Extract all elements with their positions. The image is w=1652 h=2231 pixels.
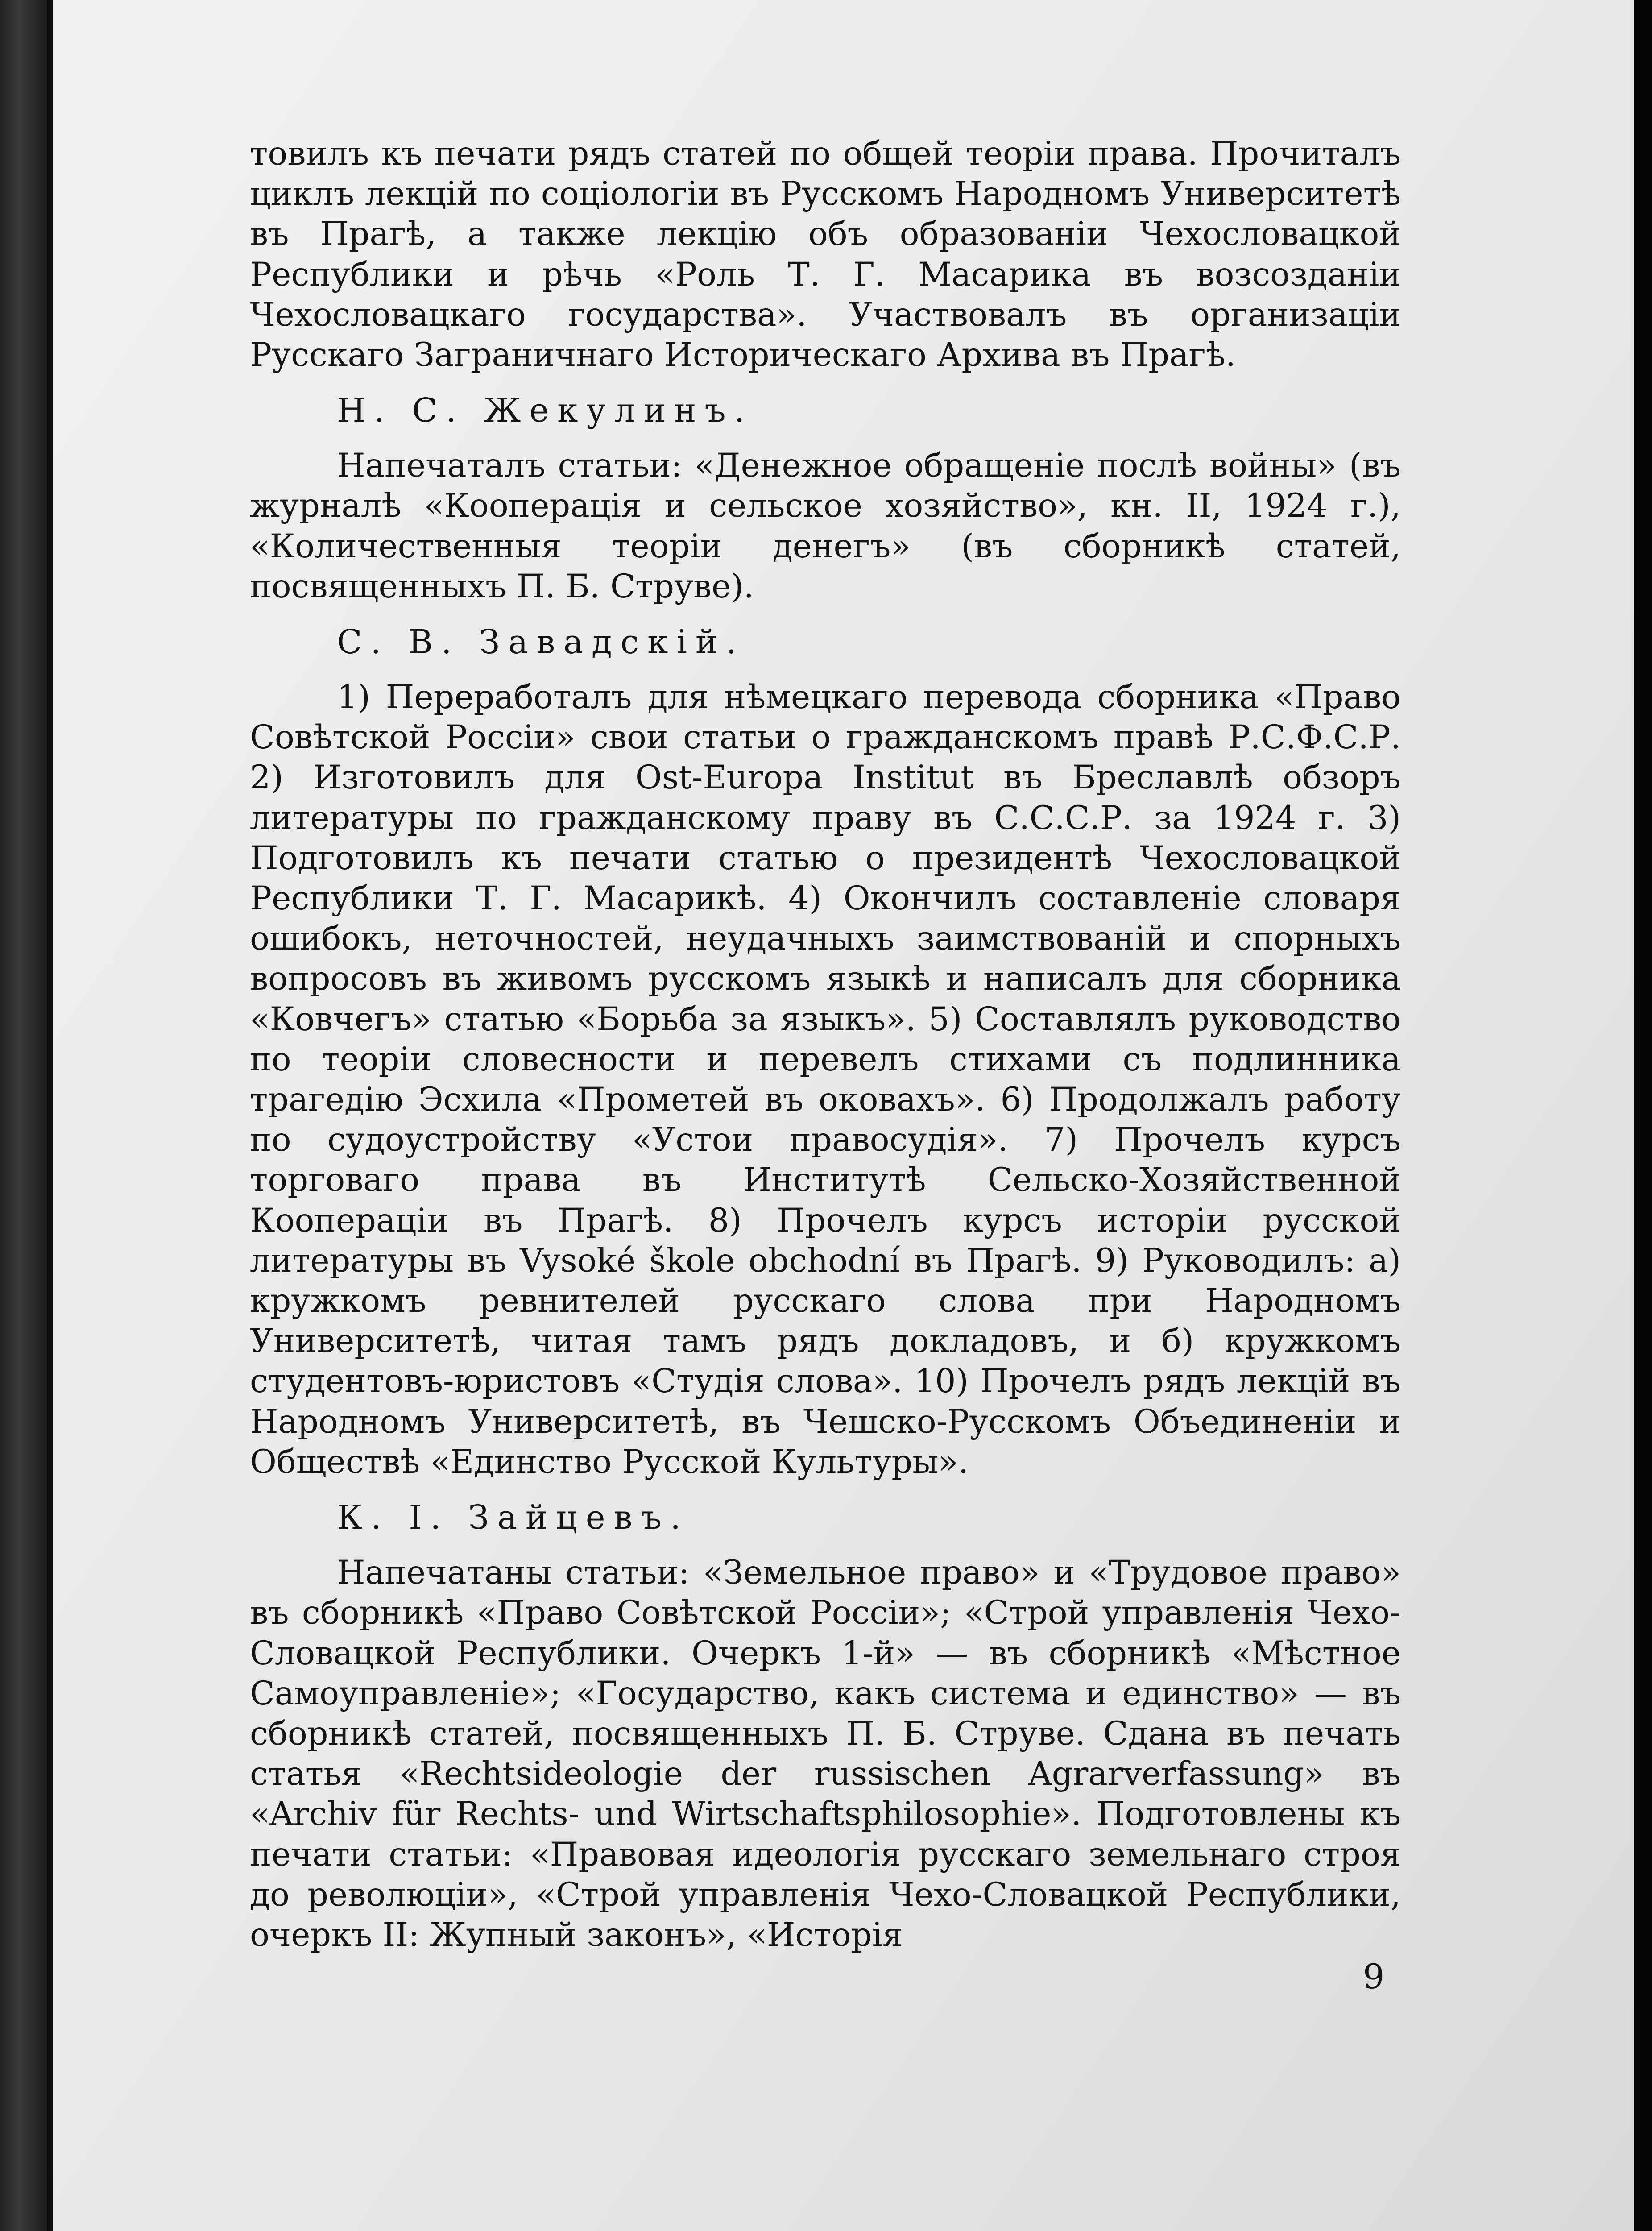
text-block (250, 134, 1401, 1955)
scan-right-edge (1634, 0, 1652, 2231)
paragraph-zavadsky: 1) Переработалъ для нѣмецкаго перевода сборника «Право Совѣтской Россiи» свои статьи о гражданскомъ правѣ Р.С.Ф.С.Р. 2) Изготовилъ для Ost-Europa Institut въ Бреславлѣ обзоръ литературы по гражданскому праву въ С.С.С.Р. за 1924 г. 3) Подготовилъ къ печати статью о президентѣ Чехословацкой Республики Т. Г. Масарикѣ. 4) Окончилъ составленiе словаря ошибокъ, неточностей, неудачныхъ заимствованiй и спорныхъ вопросовъ въ живомъ русскомъ языкѣ и написалъ для сборника «Ковчегъ» статью «Борьба за языкъ». 5) Составлялъ руководство по теорiи словесности и перевелъ стихами съ подлинника трагедiю Эсхила «Прометей въ оковахъ». 6) Продолжалъ работу по судоустройству «Устои правосудiя». 7) Прочелъ курсъ торговаго права въ Институтѣ Сельско-Хозяйственной Кооперацiи въ Прагѣ. 8) Прочелъ курсъ исторiи русской литературы въ Vysoké škole obchodní въ Прагѣ. 9) Руководилъ: а) кружкомъ ревнителей русскаго слова при Народномъ Университетѣ, читая тамъ рядъ докладовъ, и б) кружкомъ студентовъ-юристовъ «Студiя слова». 10) Прочелъ рядъ лекцiй въ Народномъ Университетѣ, въ Чешско-Русскомъ Объединенiи и Обществѣ «Единство Русской Культуры». (250, 678, 1401, 1481)
paragraph-zaitsev: Напечатаны статьи: «Земельное право» и «Трудовое право» въ сборникѣ «Право Совѣтской Россiи»; «Строй управленiя Чехо-Словацкой Республики. Очеркъ 1-й» — въ сборникѣ «Мѣстное Самоуправленiе»; «Государство, какъ система и единство» — въ сборникѣ статей, посвященныхъ П. Б. Струве. Сдана въ печать статья «Rechtsideologie der russischen Agrarverfassung» въ «Archiv für Rechts- und Wirtschaftsphilosophie». Подготовлены къ печати статьи: «Правовая идеологiя русскаго земельнаго строя до революцiи», «Строй управленiя Чехо-Словацкой Республики, очеркъ II: Жупный законъ», «Исторiя (250, 1554, 1401, 1954)
paragraph-zhekulin: Напечаталъ статьи: «Денежное обращенiе послѣ войны» (въ журналѣ «Кооперацiя и сельское хозяйство», кн. II, 1924 г.), «Количественныя теорiи денегъ» (въ сборникѣ статей, посвященныхъ П. Б. Струве). (250, 447, 1401, 605)
section-heading-zaitsev: К. I. Зайцевъ. (337, 1498, 689, 1537)
section-heading-zhekulin: Н. С. Жекулинъ. (337, 391, 754, 430)
page-number: 9 (1363, 1957, 1385, 1996)
scan-left-edge (0, 0, 49, 2231)
section-heading-zavadsky: С. В. Завадскiй. (337, 623, 745, 662)
paragraph-continuation: товилъ къ печати рядъ статей по общей теорiи права. Прочиталъ циклъ лекцiй по соцiологiи въ Русскомъ Народномъ Университетѣ въ Прагѣ, а также лекцiю объ образованiи Чехословацкой Республики и рѣчь «Роль Т. Г. Масарика въ возсозданiи Чехословацкаго государства». Участвовалъ въ организацiи Русскаго Заграничнаго Историческаго Архива въ Прагѣ. (250, 135, 1401, 374)
